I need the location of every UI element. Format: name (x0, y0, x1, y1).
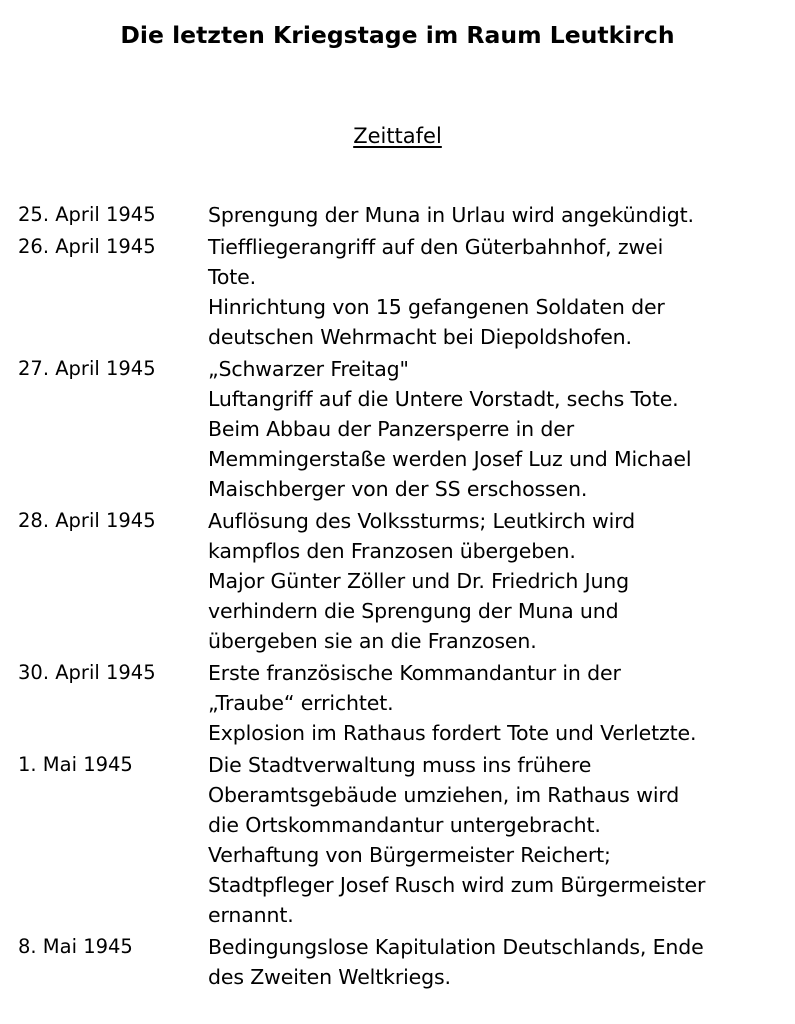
entry-event-line: des Zweiten Weltkriegs. (208, 965, 451, 989)
timeline-entry (18, 354, 788, 504)
entry-events (208, 232, 788, 352)
timeline-entry (18, 232, 788, 352)
entry-event-line: Luftangriff auf die Untere Vorstadt, sechs Tote. (208, 387, 679, 411)
entry-event-line: Hinrichtung von 15 gefangenen Soldaten der (208, 295, 665, 319)
entry-event-line: Maischberger von der SS erschossen. (208, 477, 588, 501)
timeline-entry (18, 506, 788, 656)
entry-event-line: Die Stadtverwaltung muss ins frühere (208, 753, 592, 777)
entry-events (208, 354, 788, 504)
entry-event-line: Tieffliegerangriff auf den Güterbahnhof, zwei (208, 235, 664, 259)
entry-event-line: Explosion im Rathaus fordert Tote und Verletzte. (208, 721, 697, 745)
entry-date: 30. April 1945 (18, 661, 156, 684)
timeline-entry (18, 658, 788, 748)
entry-date: 25. April 1945 (18, 203, 156, 226)
entry-event-line: deutschen Wehrmacht bei Diepoldshofen. (208, 325, 632, 349)
entry-event-line: Auflösung des Volkssturms; Leutkirch wird (208, 509, 635, 533)
entry-date: 8. Mai 1945 (18, 935, 133, 958)
timeline-entry (18, 932, 788, 992)
entry-event-line: ernannt. (208, 903, 294, 927)
entry-event-line: Erste französische Kommandantur in der (208, 661, 621, 685)
entry-event-line: Oberamtsgebäude umziehen, im Rathaus wird (208, 783, 680, 807)
entry-event-line: „Traube“ errichtet. (208, 691, 394, 715)
entry-event-line: Beim Abbau der Panzersperre in der (208, 417, 574, 441)
entry-date: 1. Mai 1945 (18, 753, 133, 776)
entry-event-line: Bedingungslose Kapitulation Deutschlands, Ende (208, 935, 704, 959)
entry-event-line: Sprengung der Muna in Urlau wird angekündigt. (208, 203, 694, 227)
entry-events (208, 750, 788, 930)
entry-events (208, 658, 788, 748)
entry-event-line: übergeben sie an die Franzosen. (208, 629, 537, 653)
entry-events (208, 200, 788, 230)
entry-event-line: Tote. (208, 265, 256, 289)
entry-event-line: die Ortskommandantur untergebracht. (208, 813, 601, 837)
entry-event-line: verhindern die Sprengung der Muna und (208, 599, 619, 623)
entry-event-line: kampflos den Franzosen übergeben. (208, 539, 576, 563)
entry-event-line: Major Günter Zöller und Dr. Friedrich Jung (208, 569, 630, 593)
entry-date: 28. April 1945 (18, 509, 156, 532)
document-title: Die letzten Kriegstage im Raum Leutkirch (120, 21, 675, 49)
entry-date: 26. April 1945 (18, 235, 156, 258)
entry-event-line: Stadtpfleger Josef Rusch wird zum Bürgermeister (208, 873, 706, 897)
entry-event-line: Memmingerstaße werden Josef Luz und Michael (208, 447, 692, 471)
entry-date: 27. April 1945 (18, 357, 156, 380)
document-subtitle: Zeittafel (353, 124, 442, 148)
entry-events (208, 932, 788, 992)
entry-events (208, 506, 788, 656)
entry-event-line: Verhaftung von Bürgermeister Reichert; (208, 843, 611, 867)
timeline-entry (18, 200, 788, 230)
timeline-entry (18, 750, 788, 930)
timeline (18, 200, 788, 992)
entry-event-line: „Schwarzer Freitag" (208, 357, 409, 381)
